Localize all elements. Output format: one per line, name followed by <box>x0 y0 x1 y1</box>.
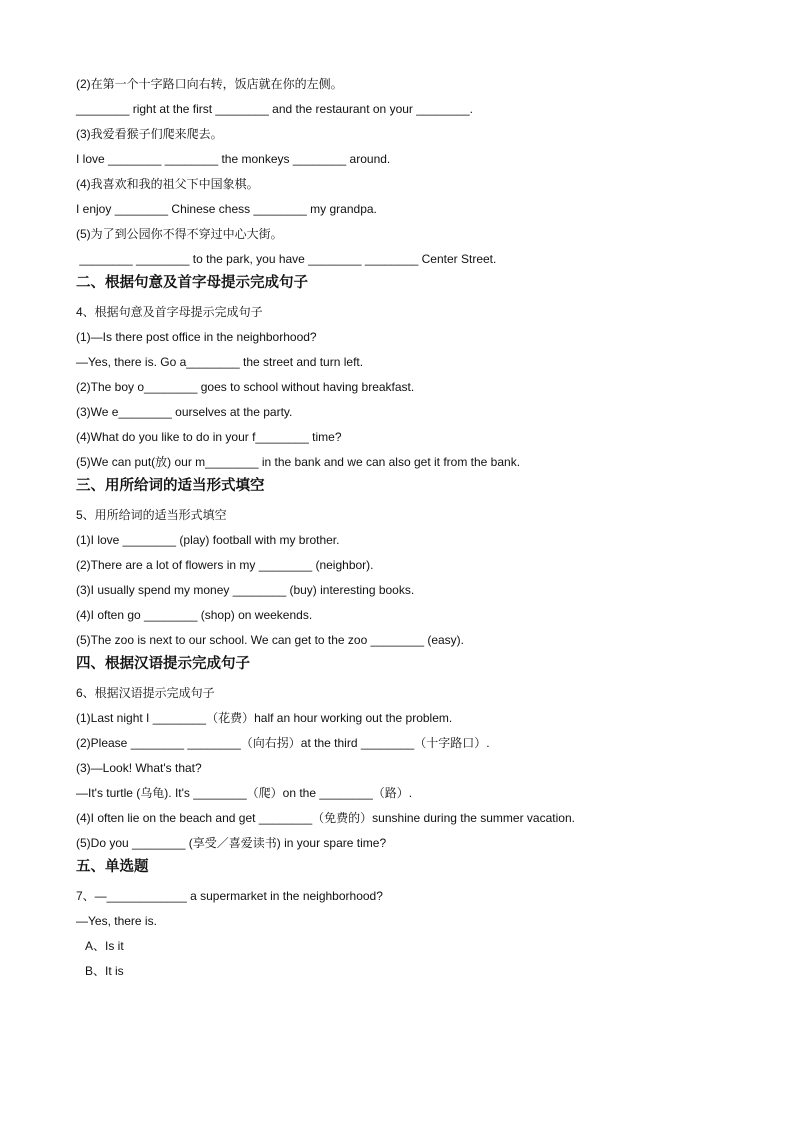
question-line: (2)在第一个十字路口向右转，饭店就在你的左侧。 <box>76 77 343 91</box>
question-line: (3)我爱看猴子们爬来爬去。 <box>76 127 223 141</box>
section-heading: 四、根据汉语提示完成句子 <box>76 656 250 672</box>
question-line: (2)Please ________ ________（向右拐）at the third ________（十字路口）. <box>76 736 490 750</box>
question-line: ________ right at the first ________ and the restaurant on your ________. <box>76 102 473 116</box>
question-line: (5)The zoo is next to our school. We can get to the zoo ________ (easy). <box>76 633 465 647</box>
question-line: 5、用所给词的适当形式填空 <box>76 508 227 522</box>
question-line: 4、根据句意及首字母提示完成句子 <box>76 305 263 319</box>
question-line: (3)—Look! What's that? <box>76 761 202 775</box>
question-line: 7、—____________ a supermarket in the neighborhood? <box>76 889 383 903</box>
question-line: (2)There are a lot of flowers in my ________ (neighbor). <box>76 558 374 572</box>
question-line: (2)The boy o________ goes to school without having breakfast. <box>76 380 415 394</box>
question-line: (4)What do you like to do in your f________ time? <box>76 430 342 444</box>
answer-option: B、It is <box>85 964 124 978</box>
answer-option: A、Is it <box>85 939 124 953</box>
question-line: I enjoy ________ Chinese chess ________ my grandpa. <box>76 202 377 216</box>
question-line: —Yes, there is. <box>76 914 157 928</box>
worksheet-content <box>76 76 726 988</box>
question-line: (5)为了到公园你不得不穿过中心大街。 <box>76 227 283 241</box>
section-heading: 二、根据句意及首字母提示完成句子 <box>76 275 308 291</box>
question-line: (4)我喜欢和我的祖父下中国象棋。 <box>76 177 259 191</box>
question-line: ________ ________ to the park, you have ________ ________ Center Street. <box>76 252 497 266</box>
question-line: I love ________ ________ the monkeys ________ around. <box>76 152 391 166</box>
section-heading: 三、用所给词的适当形式填空 <box>76 478 265 494</box>
question-line: (4)I often lie on the beach and get ________（免费的）sunshine during the summer vacation. <box>76 811 575 825</box>
question-line: —Yes, there is. Go a________ the street and turn left. <box>76 355 364 369</box>
question-line: (1)Last night I ________（花费）half an hour working out the problem. <box>76 711 453 725</box>
question-line: 6、根据汉语提示完成句子 <box>76 686 215 700</box>
question-line: —It's turtle (乌龟). It's ________（爬）on the ________（路）. <box>76 786 413 800</box>
question-line: (3)I usually spend my money ________ (buy) interesting books. <box>76 583 415 597</box>
section-heading: 五、单选题 <box>76 859 149 875</box>
question-line: (5)Do you ________ (享受／喜爱读书) in your spare time? <box>76 836 387 850</box>
question-line: (3)We e________ ourselves at the party. <box>76 405 293 419</box>
question-line: (5)We can put(放) our m________ in the bank and we can also get it from the bank. <box>76 455 521 469</box>
question-line: (1)I love ________ (play) football with my brother. <box>76 533 340 547</box>
question-line: (1)—Is there post office in the neighborhood? <box>76 330 317 344</box>
question-line: (4)I often go ________ (shop) on weekends. <box>76 608 313 622</box>
